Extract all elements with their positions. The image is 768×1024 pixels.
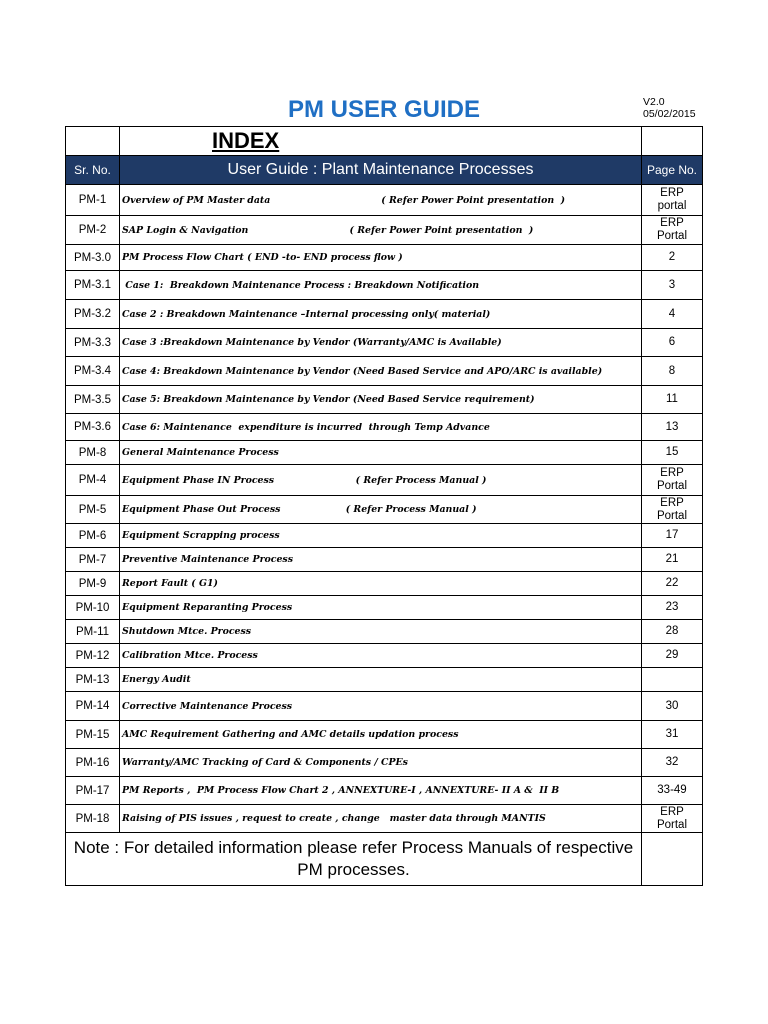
row-description: PM Reports , PM Process Flow Chart 2 , ANNEXTURE-I , ANNEXTURE- II A & II B [120, 777, 642, 805]
row-description: Raising of PIS issues , request to create , change master data through MANTIS [120, 805, 642, 833]
row-page-no: 4 [642, 300, 703, 329]
row-description: Case 1: Breakdown Maintenance Process : Breakdown Notification [120, 271, 642, 300]
table-row [66, 465, 703, 496]
row-sr-no: PM-8 [66, 441, 120, 465]
row-page-no: 23 [642, 596, 703, 620]
row-page-no: ERP Portal [642, 465, 703, 496]
table-row [66, 777, 703, 805]
row-sr-no: PM-17 [66, 777, 120, 805]
note-blank-cell [642, 833, 703, 886]
row-page-no: 3 [642, 271, 703, 300]
row-page-no: ERP portal [642, 185, 703, 216]
row-description: Equipment Phase Out Process ( Refer Process Manual ) [120, 496, 642, 524]
row-page-no: 31 [642, 721, 703, 749]
row-page-no: 28 [642, 620, 703, 644]
row-sr-no: PM-14 [66, 692, 120, 721]
row-description: AMC Requirement Gathering and AMC details updation process [120, 721, 642, 749]
header-sr-no: Sr. No. [66, 156, 120, 185]
row-description: Equipment Scrapping process [120, 524, 642, 548]
page-title: PM USER GUIDE [287, 96, 481, 123]
row-page-no: 2 [642, 245, 703, 271]
row-description: Corrective Maintenance Process [120, 692, 642, 721]
row-sr-no: PM-3.6 [66, 414, 120, 441]
row-page-no: ERP Portal [642, 805, 703, 833]
table-row [66, 596, 703, 620]
row-sr-no: PM-9 [66, 572, 120, 596]
row-page-no: 11 [642, 386, 703, 414]
note-text: Note : For detailed information please refer Process Manuals of respective PM processes. [66, 833, 642, 886]
row-sr-no: PM-10 [66, 596, 120, 620]
table-row [66, 668, 703, 692]
row-description: Energy Audit [120, 668, 642, 692]
table-row [66, 414, 703, 441]
row-description: Overview of PM Master data ( Refer Power Point presentation ) [120, 185, 642, 216]
row-sr-no: PM-3.0 [66, 245, 120, 271]
table-row [66, 216, 703, 245]
row-sr-no: PM-11 [66, 620, 120, 644]
row-page-no: 6 [642, 329, 703, 357]
row-page-no: 21 [642, 548, 703, 572]
row-description: General Maintenance Process [120, 441, 642, 465]
row-description: Case 3 :Breakdown Maintenance by Vendor (Warranty/AMC is Available) [120, 329, 642, 357]
table-row [66, 329, 703, 357]
row-description: Report Fault ( G1) [120, 572, 642, 596]
table-row [66, 271, 703, 300]
version-date: 05/02/2015 [643, 108, 696, 120]
row-description: PM Process Flow Chart ( END -to- END process flow ) [120, 245, 642, 271]
row-description: SAP Login & Navigation ( Refer Power Point presentation ) [120, 216, 642, 245]
table-row [66, 386, 703, 414]
row-sr-no: PM-3.4 [66, 357, 120, 386]
row-page-no: ERP Portal [642, 216, 703, 245]
row-page-no [642, 668, 703, 692]
table-row [66, 620, 703, 644]
row-sr-no: PM-6 [66, 524, 120, 548]
row-description: Warranty/AMC Tracking of Card & Components / CPEs [120, 749, 642, 777]
table-row [66, 185, 703, 216]
row-page-no: 32 [642, 749, 703, 777]
row-page-no: 8 [642, 357, 703, 386]
row-sr-no: PM-7 [66, 548, 120, 572]
row-description: Case 2 : Breakdown Maintenance –Internal processing only( material) [120, 300, 642, 329]
row-description: Case 5: Breakdown Maintenance by Vendor (Need Based Service requirement) [120, 386, 642, 414]
header-page-no: Page No. [642, 156, 703, 185]
index-title-row [66, 127, 703, 156]
row-page-no: 13 [642, 414, 703, 441]
row-description: Equipment Phase IN Process ( Refer Process Manual ) [120, 465, 642, 496]
row-sr-no: PM-1 [66, 185, 120, 216]
row-sr-no: PM-3.2 [66, 300, 120, 329]
row-page-no: 30 [642, 692, 703, 721]
table-header-row [66, 156, 703, 185]
table-row [66, 572, 703, 596]
row-page-no: 22 [642, 572, 703, 596]
row-page-no: ERP Portal [642, 496, 703, 524]
row-sr-no: PM-3.5 [66, 386, 120, 414]
table-row [66, 644, 703, 668]
row-sr-no: PM-3.3 [66, 329, 120, 357]
row-sr-no: PM-3.1 [66, 271, 120, 300]
version-number: V2.0 [643, 96, 665, 108]
row-sr-no: PM-2 [66, 216, 120, 245]
row-page-no: 15 [642, 441, 703, 465]
row-sr-no: PM-15 [66, 721, 120, 749]
row-description: Shutdown Mtce. Process [120, 620, 642, 644]
row-description: Case 6: Maintenance expenditure is incurred through Temp Advance [120, 414, 642, 441]
table-row [66, 496, 703, 524]
table-row [66, 548, 703, 572]
table-row [66, 357, 703, 386]
index-blank-cell-right [642, 127, 703, 156]
row-sr-no: PM-18 [66, 805, 120, 833]
table-row [66, 721, 703, 749]
row-sr-no: PM-12 [66, 644, 120, 668]
row-description: Preventive Maintenance Process [120, 548, 642, 572]
row-description: Case 4: Breakdown Maintenance by Vendor (Need Based Service and APO/ARC is available) [120, 357, 642, 386]
row-sr-no: PM-13 [66, 668, 120, 692]
table-row [66, 692, 703, 721]
row-description: Calibration Mtce. Process [120, 644, 642, 668]
row-sr-no: PM-16 [66, 749, 120, 777]
index-heading: INDEX [120, 127, 642, 156]
row-sr-no: PM-4 [66, 465, 120, 496]
table-row [66, 805, 703, 833]
row-page-no: 33-49 [642, 777, 703, 805]
header-title: User Guide : Plant Maintenance Processes [120, 156, 642, 185]
table-row [66, 749, 703, 777]
version-info [643, 96, 696, 120]
index-table [65, 126, 703, 886]
row-page-no: 17 [642, 524, 703, 548]
index-blank-cell [66, 127, 120, 156]
table-row [66, 300, 703, 329]
note-row [66, 833, 703, 886]
row-sr-no: PM-5 [66, 496, 120, 524]
table-row [66, 245, 703, 271]
row-description: Equipment Reparanting Process [120, 596, 642, 620]
table-row [66, 441, 703, 465]
row-page-no: 29 [642, 644, 703, 668]
table-row [66, 524, 703, 548]
